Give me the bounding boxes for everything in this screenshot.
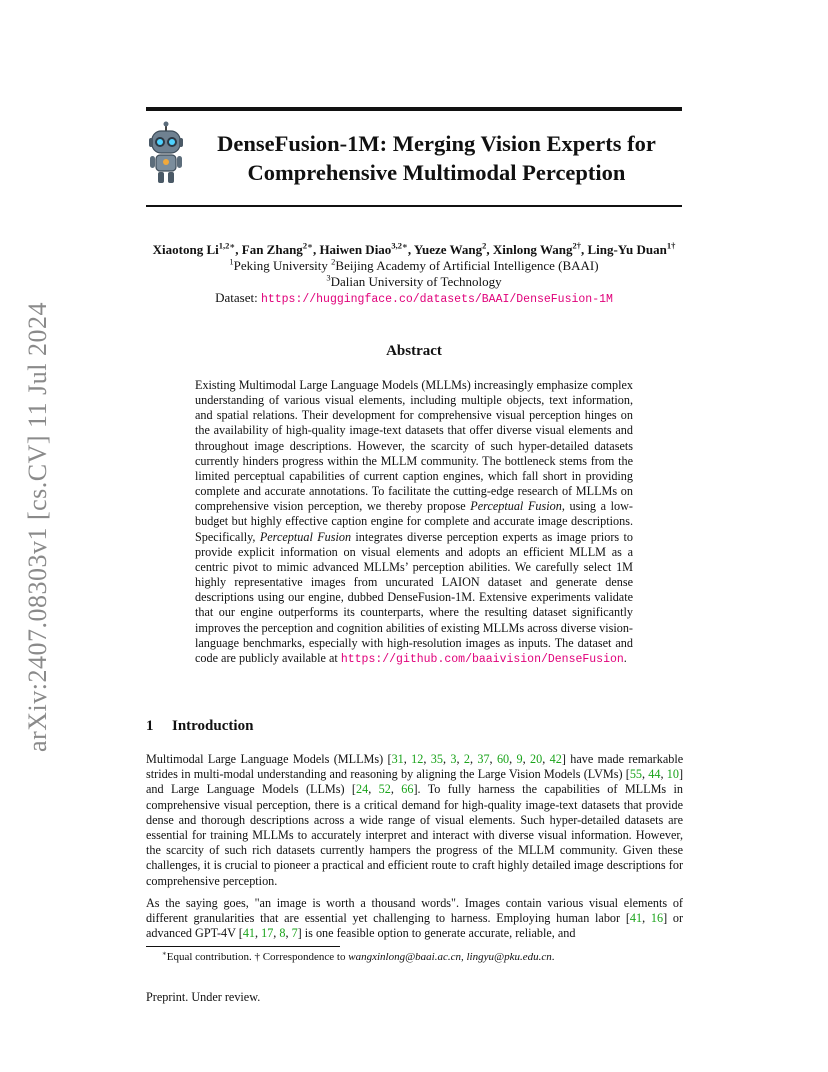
- affiliation-line-2: $^3$Dalian University of Technology: [326, 272, 502, 289]
- title-rule-top: [146, 107, 682, 111]
- citation-link[interactable]: 24: [356, 782, 369, 797]
- robot-logo-icon: [146, 121, 186, 185]
- citation-link[interactable]: 12: [411, 752, 424, 766]
- dataset-label: Dataset:: [215, 290, 261, 305]
- citation-link[interactable]: 60: [496, 752, 510, 766]
- section-number: 1: [146, 718, 154, 734]
- citation-link[interactable]: 20: [530, 752, 543, 766]
- dataset-line: [110, 290, 718, 308]
- author-name: Ling-Yu Duan: [587, 242, 667, 257]
- title-line-2: Comprehensive Multimodal Perception: [247, 160, 626, 185]
- author-name: Yueze Wang: [413, 242, 483, 257]
- introduction-body: [146, 752, 683, 948]
- arxiv-identifier: [20, 292, 56, 762]
- author-block: [110, 242, 718, 308]
- dataset-link[interactable]: https://huggingface.co/datasets/BAAI/DenseFusion-1M: [260, 293, 613, 306]
- author-list: Xiaotong $Li^{1,2∗}$, Fan Zhang$^{2∗}$, Haiwen Diao$^{3,2∗}$, Yueze Wang$^2$, Xinlong Wang$^{2\dagger}$, Ling-Yu Duan$^{1\dagger}$: [152, 240, 676, 257]
- citation-link[interactable]: 17: [261, 926, 274, 941]
- section-title: Introduction: [172, 718, 254, 734]
- paper-title: [191, 129, 682, 187]
- citation-link[interactable]: 16: [650, 911, 664, 926]
- citation-link[interactable]: 44: [648, 767, 661, 782]
- citation-link[interactable]: 37: [477, 752, 490, 766]
- affiliation-line-1: $^1$Peking University $^2$Beijing Academy of Artificial Intelligence (BAAI): [229, 256, 599, 273]
- footnote: ∗Equal contribution. † Correspondence to wangxinlong@baai.ac.cn, lingyu@pku.edu.cn.: [162, 949, 555, 963]
- citation-link[interactable]: 41: [629, 911, 643, 926]
- author-name: Haiwen Diao: [319, 242, 392, 257]
- title-rule-bottom: [146, 205, 682, 207]
- citation-link[interactable]: 7: [291, 926, 298, 941]
- citation-link[interactable]: 55: [629, 767, 642, 782]
- arxiv-id-text: arXiv:2407.08303v1 [cs.CV] 11 Jul 2024: [23, 302, 52, 752]
- abstract-text: Existing Multimodal Large Language Models (MLLMs) increasingly emphasize complex understanding of various visual elements, including multiple objects, text information, and spatial relations. Their development for comprehensive visual perception hinges on the availability of high-quality image-text datasets that offer diverse visual elements and throughout image descriptions. However, the scarcity of such hyper-detailed datasets currently hinders progress within the MLLM community. The bottleneck stems from the limited perceptual capabilities of current caption engines, which fall short in providing complete and accurate annotations. To facilitate the cutting-edge research of MLLMs on comprehensive vision perception, we thereby propose Perceptual Fusion, using a low-budget but highly effective caption engine for complete and accurate image descriptions. Specifically, Perceptual Fusion integrates diverse perception experts as image priors to provide explicit information on visual elements and adopts an efficient MLLM as a centric pivot to mimic advanced MLLMs’ perception abilities. We carefully select 1M highly representative images from uncurated LAION dataset and generate dense descriptions using our engine, dubbed DenseFusion-1M. Extensive experiments validate that our engine outperforms its counterparts, where the resulting dataset significantly improves the perception and cognition abilities of existing MLLMs across diverse vision-language benchmarks, especially with high-resolution images as inputs. The dataset and code are publicly available at https://github.com/baaivision/DenseFusion.: [195, 378, 633, 666]
- intro-paragraph-2: As the saying goes, "an image is worth a thousand words". Images contain various visual elements of different granularities that are essential yet challenging to harness. Employing human labor [41, 16] or advanced GPT-4V [41, 17, 8, 7] is one feasible option to generate accurate, reliable, and: [146, 895, 684, 941]
- code-link[interactable]: https://github.com/baaivision/DenseFusion: [340, 652, 624, 666]
- citation-link[interactable]: 35: [430, 752, 443, 766]
- citation-link[interactable]: 41: [242, 926, 255, 941]
- author-name: Xinlong Wang: [492, 242, 573, 257]
- citation-link[interactable]: 2: [463, 752, 470, 766]
- footnote-rule: [146, 946, 340, 947]
- preprint-notice: Preprint. Under review.: [146, 990, 261, 1004]
- citation-link[interactable]: 8: [279, 926, 286, 941]
- citation-link[interactable]: 10: [666, 767, 679, 782]
- perceptual-fusion-term: Perceptual Fusion: [259, 529, 352, 544]
- correspondence-emails: wangxinlong@baai.ac.cn, lingyu@pku.edu.cn: [348, 951, 552, 963]
- intro-paragraph-1: Multimodal Large Language Models (MLLMs) [31, 12, 35, 3, 2, 37, 60, 9, 20, 42] have made remarkable strides in multi-modal understanding and reasoning by aligning the Large Vision Models (LVMs) [55, 44, 10] and Large Language Models (LLMs) [24, 52, 66]. To fully harness the capabilities of MLLMs in comprehensive visual perception, there is a critical demand for high-quality image-text datasets that provide dense and thorough descriptions across a wide range of visual elements. Such hyper-detailed datasets are essential for training MLLMs to accurately interpret and interact with diverse visual information. However, the scarcity of such rich datasets currently hampers the progress of the MLLM community. Given these challenges, it is crucial to pioneer a practical and efficient route to craft highly detailed image descriptions for comprehensive perception.: [146, 752, 684, 888]
- citation-link[interactable]: 9: [516, 752, 523, 766]
- citation-link[interactable]: 66: [401, 782, 414, 797]
- author-name: Xiaotong Li: [152, 242, 219, 257]
- title-block: [146, 119, 682, 199]
- abstract-heading: Abstract: [386, 343, 442, 359]
- citation-link[interactable]: 52: [378, 782, 391, 797]
- section-heading-introduction: [146, 718, 253, 735]
- citation-link[interactable]: 3: [450, 752, 457, 766]
- author-name: Fan Zhang: [241, 242, 303, 257]
- title-line-1: DenseFusion-1M: Merging Vision Experts for: [217, 131, 656, 156]
- perceptual-fusion-term: Perceptual Fusion: [470, 499, 562, 514]
- citation-link[interactable]: 31: [391, 752, 404, 766]
- citation-link[interactable]: 42: [549, 752, 562, 766]
